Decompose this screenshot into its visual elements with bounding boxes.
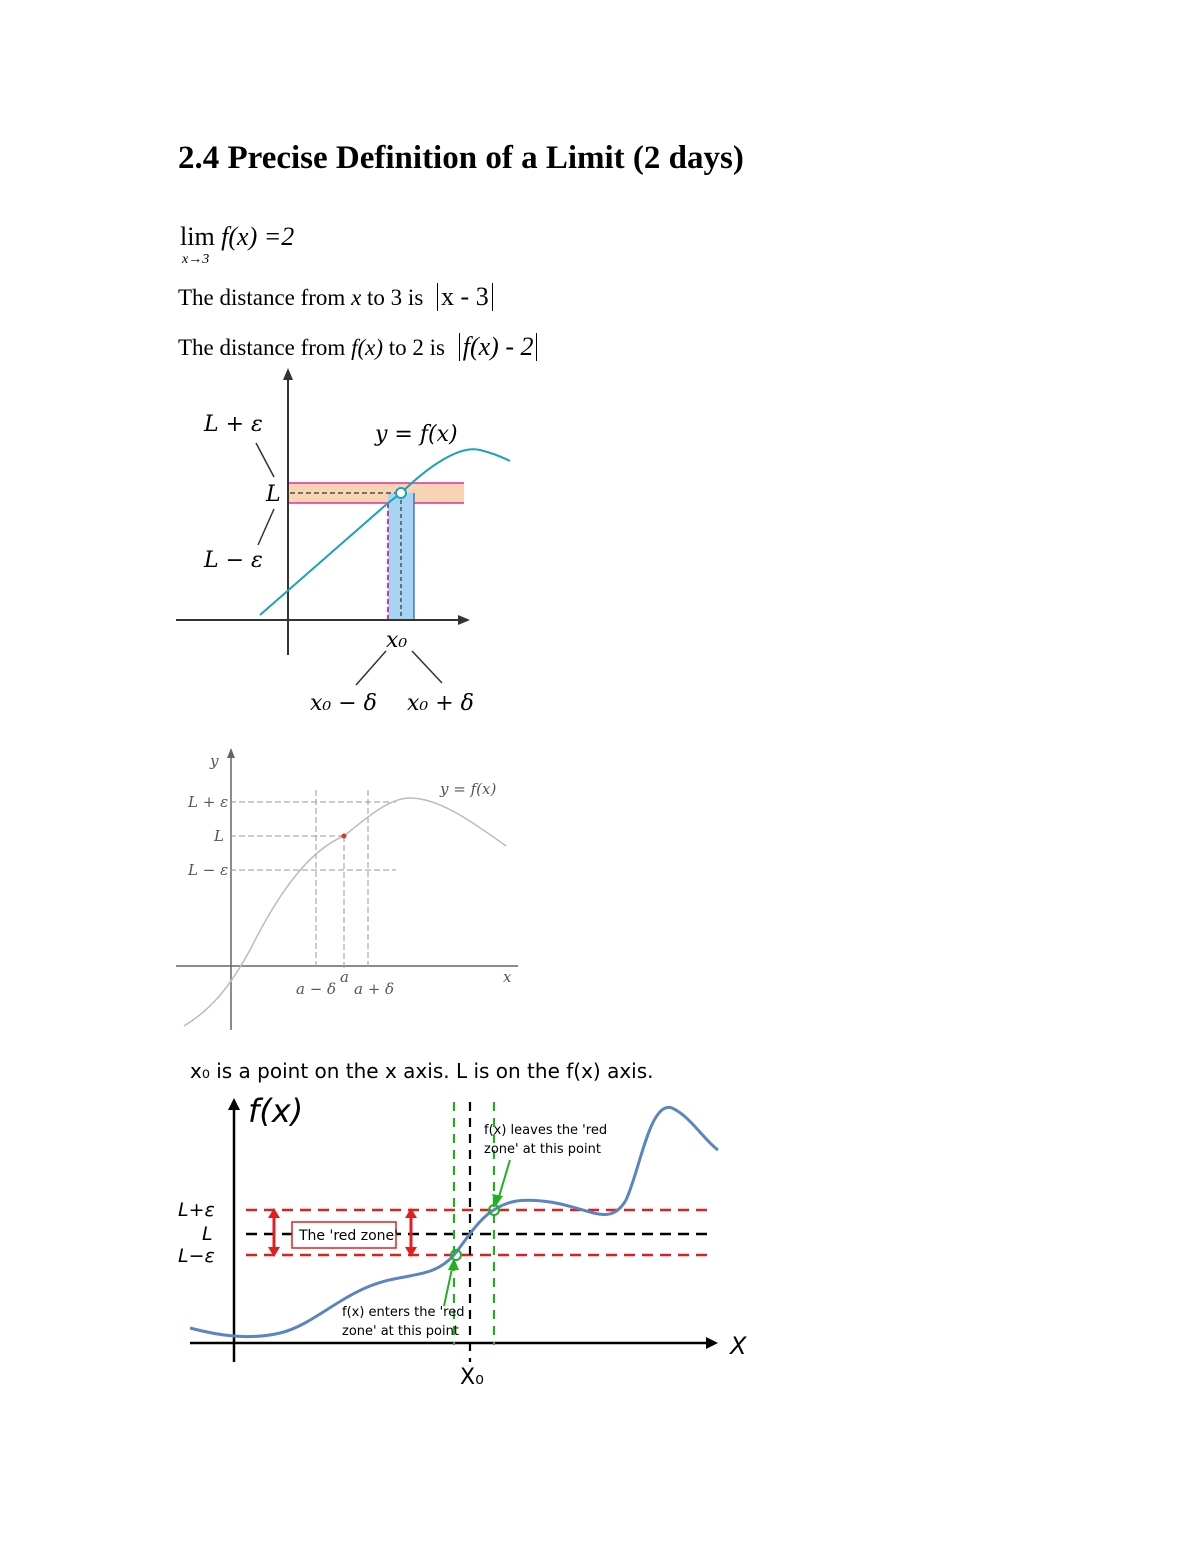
limit-point <box>342 834 347 839</box>
leaves-text-1: f(x) leaves the 'red <box>484 1123 608 1138</box>
label-l: L <box>266 482 281 507</box>
enters-text-2: zone' at this point <box>342 1324 459 1339</box>
label-x: x <box>503 968 512 986</box>
label-x0-minus-delta: x₀ − δ <box>310 691 377 716</box>
label-l-plus-eps: L + ε <box>204 412 263 437</box>
lim-word: lim <box>180 222 215 251</box>
label-y: y <box>210 752 219 770</box>
label-x0: x₀ <box>386 628 408 653</box>
label-l-plus-eps: L + ε <box>188 793 229 811</box>
distance-fx-prefix: The distance from <box>178 335 352 360</box>
y-axis-label: f(x) <box>248 1092 304 1130</box>
distance-x-line <box>178 283 493 311</box>
distance-x-suffix: to 3 is <box>361 285 424 310</box>
curve-f <box>260 449 510 615</box>
limit-expression: f(x) =2 <box>221 222 295 251</box>
x0-label: X₀ <box>460 1365 484 1390</box>
distance-fx-suffix: to 2 is <box>383 335 445 360</box>
x-axis-label: X <box>730 1332 747 1360</box>
pointer-l-plus <box>256 443 274 477</box>
y-axis-arrow <box>228 1098 240 1110</box>
pointer-x0-plus <box>412 651 442 683</box>
leaves-text-2: zone' at this point <box>484 1142 601 1157</box>
label-l-minus-eps: L−ε <box>178 1245 215 1267</box>
label-curve: y = f(x) <box>375 422 458 447</box>
distance-fx-var: f(x) <box>351 335 383 360</box>
curve-f <box>184 798 506 1026</box>
abs-x-minus-3: x - 3 <box>437 283 493 311</box>
label-a-plus-delta: a + δ <box>354 980 395 998</box>
limit-statement <box>180 222 295 267</box>
label-a: a <box>340 968 349 986</box>
label-l-minus-eps: L − ε <box>188 861 229 879</box>
label-l-plus-eps: L+ε <box>178 1199 215 1221</box>
label-l: L <box>202 1223 213 1245</box>
limit-subscript: x→3 <box>182 252 210 267</box>
label-x0-plus-delta: x₀ + δ <box>407 691 474 716</box>
distance-fx-line <box>178 333 537 361</box>
hole-point <box>396 488 406 498</box>
x-axis-arrow <box>706 1337 718 1349</box>
label-l: L <box>214 827 224 845</box>
label-l-minus-eps: L − ε <box>204 548 263 573</box>
enters-text-1: f(x) enters the 'red <box>342 1305 465 1320</box>
page-title: 2.4 Precise Definition of a Limit (2 days) <box>178 140 744 176</box>
enters-pointer <box>444 1264 453 1306</box>
label-curve: y = f(x) <box>440 780 497 798</box>
distance-x-prefix: The distance from <box>178 285 352 310</box>
pointer-x0-minus <box>356 651 386 685</box>
abs-fx-minus-2: f(x) - 2 <box>459 333 538 361</box>
figure-epsilon-delta-color <box>170 365 530 725</box>
y-axis-arrow <box>283 368 293 380</box>
label-a-minus-delta: a − δ <box>296 980 337 998</box>
leaves-pointer <box>498 1160 510 1200</box>
y-axis-arrow <box>227 748 235 758</box>
figure3-caption: x₀ is a point on the x axis. L is on the f(x) axis. <box>190 1059 654 1083</box>
distance-x-var: x <box>351 285 362 310</box>
figure-epsilon-delta-gray <box>170 740 530 1040</box>
figure-red-zone <box>170 1050 770 1395</box>
pointer-l-minus <box>258 509 274 545</box>
x-axis-arrow <box>458 615 470 625</box>
red-zone-label: The 'red zone' <box>299 1228 398 1244</box>
